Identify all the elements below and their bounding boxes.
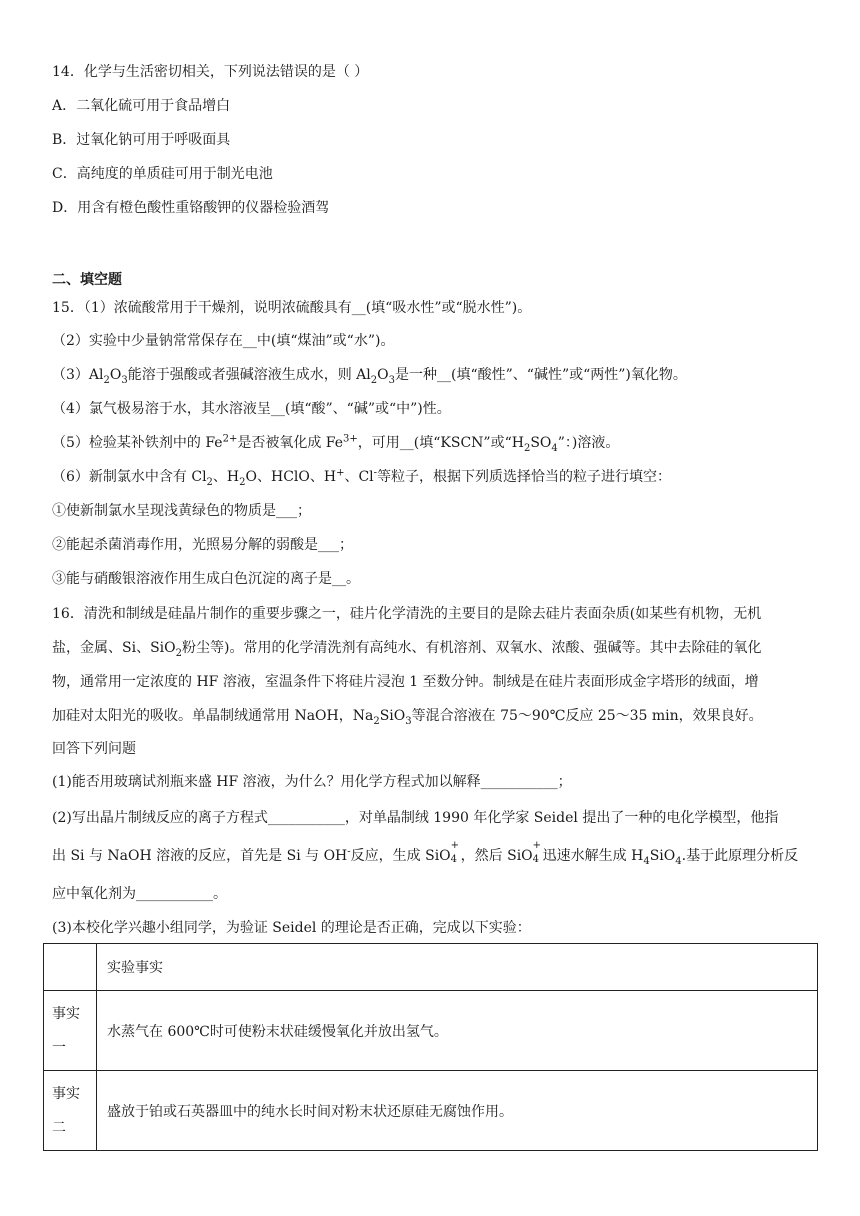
table-header-cell: 实验事实	[97, 944, 818, 991]
q14-option-b: B．过氧化钠可用于呼吸面具	[52, 132, 231, 148]
fact-cell: 盛放于铂或石英器皿中的纯水长时间对粉末状还原硅无腐蚀作用。	[97, 1071, 818, 1151]
fact-cell: 水蒸气在 600℃时可使粉末状硅缓慢氧化并放出氢气。	[97, 991, 818, 1071]
q14-stem: 14．化学与生活密切相关，下列说法错误的是（ ）	[52, 64, 369, 80]
q15-part-5: （5）检验某补铁剂中的 $Fe^{2+}$是否被氧化成 $Fe^{3+}$，可用__(填“KSCN”或“$H_2SO_4$”：)溶液。	[52, 433, 620, 454]
q16-sub-2-line-3: 应中氧化剂为___________。	[52, 886, 227, 902]
q16-sub-1: (1)能否用玻璃试剂瓶来盛 HF 溶液，为什么？用化学方程式加以解释___________；	[52, 774, 572, 790]
q15-sub-1: ①使新制氯水呈现浅黄绿色的物质是___；	[52, 503, 311, 519]
section-title: 二、填空题	[52, 272, 122, 288]
q16-sub-2-line-2: 出 Si 与 NaOH 溶液的反应，首先是 Si 与 OH-反应，生成 SiO + 4 ，然后 SiO + 4 迅速水解生成 $H_4SiO_4$.基于此原理分析反	[52, 840, 799, 867]
q15-sub-2: ②能起杀菌消毒作用，光照易分解的弱酸是___；	[52, 537, 353, 553]
row-label-cell: 事实 二	[44, 1071, 97, 1151]
row-label-cell: 事实 一	[44, 991, 97, 1071]
q15-sub-3: ③能与硝酸银溶液作用生成白色沉淀的离子是__。	[52, 571, 360, 587]
q14-option-c: C．高纯度的单质硅可用于制光电池	[52, 166, 273, 182]
q16-sub-3: (3)本校化学兴趣小组同学，为验证 Seidel 的理论是否正确，完成以下实验：	[52, 920, 531, 936]
q15-part-2: （2）实验中少量钠常常保存在__中(填“煤油”或“水”)。	[52, 333, 395, 349]
table-row	[44, 991, 818, 1071]
table-row	[44, 1071, 818, 1151]
q16-sub-2-line-1: (2)写出晶片制绒反应的离子方程式___________，对单晶制绒 1990 年化学家 Seidel 提出了一种的电化学模型，他指	[52, 810, 779, 826]
q16-text-line-3: 物，通常用一定浓度的 HF 溶液，室温条件下将硅片浸泡 1 至数分钟。制绒是在硅片表面形成金字塔形的绒面，增	[52, 674, 759, 690]
q16-text-line-4: 加硅对太阳光的吸收。单晶制绒通常用 NaOH，$Na_2SiO_3$等混合溶液在 75～90℃反应 25～35 min，效果良好。	[52, 708, 763, 727]
experiment-facts-table	[43, 943, 818, 1151]
q16-text-line-2: 盐，金属、Si、SiO$_2$粉尘等)。常用的化学清洗剂有高纯水、有机溶剂、双氧水、浓酸、强碱等。其中去除硅的氧化	[52, 640, 762, 659]
q15-part-3: $(3)Al_2O_3$能溶于强酸或者强碱溶液生成水，则 $Al_2O_3$是一种__(填“酸性”、“碱性”或“两性”)氧化物。	[52, 367, 687, 386]
q16-text-line-1: 16．清洗和制绒是硅晶片制作的重要步骤之一，硅片化学清洗的主要目的是除去硅片表面杂质(如某些有机物，无机	[52, 606, 762, 622]
q15-part-1: 15．（1）浓硫酸常用于干燥剂，说明浓硫酸具有__(填“吸水性”或“脱水性”)。	[52, 300, 532, 316]
q16-instruction: 回答下列问题	[52, 741, 136, 757]
q15-part-6: （6）新制氯水中含有 $Cl_2$、$H_2O$、HClO、H+、Cl-等粒子，根据下列质选择恰当的粒子进行填空：	[52, 467, 672, 488]
table-header-row	[44, 944, 818, 991]
table-corner-cell	[44, 944, 97, 991]
q14-option-d: D．用含有橙色酸性重铬酸钾的仪器检验酒驾	[52, 200, 330, 216]
q15-part-4: （4）氯气极易溶于水，其水溶液呈__(填“酸”、“碱”或“中”)性。	[52, 401, 451, 417]
q14-option-a: A．二氧化硫可用于食品增白	[52, 98, 231, 114]
